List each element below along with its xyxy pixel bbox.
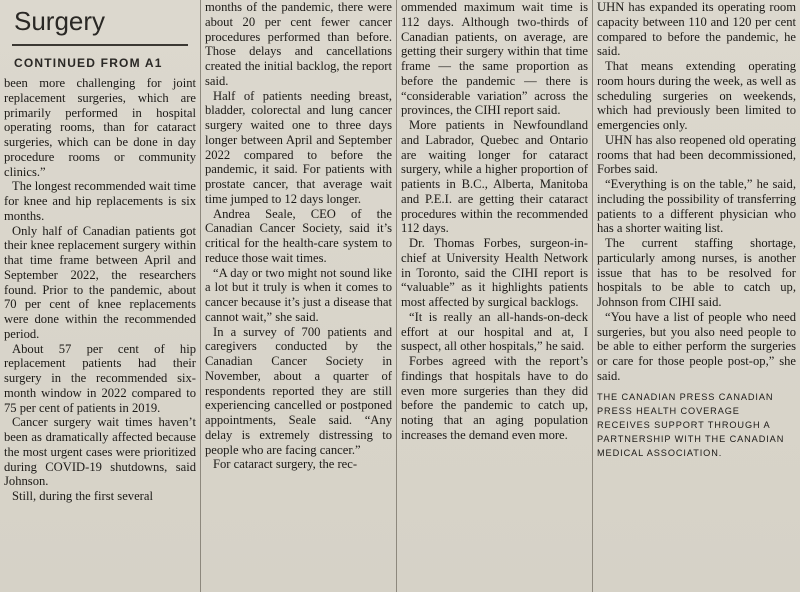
paragraph: Forbes agreed with the report’s findings that hospitals have to do even more surgeries than they did before the pandemic to catch up, noting that an aging population increases the demand even more. [401, 354, 588, 442]
paragraph: More patients in Newfoundland and Labrador, Quebec and Ontario are waiting longer for cataract surgery, while a higher proportion of patients in B.C., Alberta, Manitoba and P.E.I. are getting their cataract procedures within the recommended 112 days. [401, 118, 588, 236]
paragraph: In a survey of 700 patients and caregivers conducted by the Canadian Cancer Society in November, about a quarter of respondents reported they are still experiencing cancelled or postponed appointments, Seale said. “Any delay is extremely distressing to people who are facing cancer.” [205, 324, 392, 457]
paragraph: “It is really an all-hands-on-deck effort at our hospital and at, I suspect, all other hospitals,” he said. [401, 309, 588, 354]
column-3 [396, 0, 592, 592]
paragraph: The current staffing shortage, particularly among nurses, is another issue that has to be resolved for hospitals to be able to catch up, Johnson from CIHI said. [597, 236, 796, 309]
paragraph: About 57 per cent of hip replacement patients had their surgery in the recommended six-month window in 2022 compared to 75 per cent of patients in 2019. [4, 341, 196, 415]
column-2 [200, 0, 396, 592]
paragraph: For cataract surgery, the rec- [213, 457, 358, 472]
paragraph: months of the pandemic, there were about 20 per cent fewer cancer procedures performed than before. Those delays and cancellations created the initial backlog, the report said. [205, 0, 392, 88]
section-title: Surgery [14, 6, 106, 36]
paragraph: Half of patients needing breast, bladder, colorectal and lung cancer surgery waited one to three days longer between April and September 2022 compared to before the pandemic, it said. For patients with prostate cancer, that average wait time jumped to 12 days longer. [205, 88, 392, 206]
paragraph: “Everything is on the table,” he said, including the possibility of transferring patients to a different physician who has a shorter waiting list. [597, 177, 796, 236]
paragraph: Only half of Canadian patients got their knee replacement surgery within that time frame between April and September 2022, the researchers found. Prior to the pandemic, about 70 per cent of knee replacements were done within the recommended period. [4, 223, 196, 341]
paragraph: Cancer surgery wait times haven’t been as dramatically affected because the most urgent cases were prioritized during COVID-19 shutdowns, said Johnson. [4, 415, 196, 489]
paragraph: Dr. Thomas Forbes, surgeon-in-chief at University Health Network in Toronto, said the CIHI report is “valuable” as it highlights patients most affected by surgical backlogs. [401, 236, 588, 309]
paragraph: Still, during the first several [12, 489, 153, 503]
column-4 [592, 0, 800, 592]
continued-from-label: CONTINUED FROM A1 [14, 56, 163, 70]
paragraph: UHN has also reopened old operating rooms that had been decommissioned, Forbes said. [597, 132, 796, 177]
section-rule [12, 44, 188, 46]
paragraph: been more challenging for joint replacement surgeries, which are primarily performed in hospital operating rooms, than for cataract surgeries, which can be done in day procedure rooms or community clinics.” [4, 76, 196, 179]
paragraph: ommended maximum wait time is 112 days. Although two-thirds of Canadian patients, on average, are getting their surgery within that time frame — the same proportion as before the pandemic — there is “considerable variation” across the provinces, the CIHI report said. [401, 0, 588, 118]
paragraph: “A day or two might not sound like a lot but it truly is when it comes to cancer because it’s just a disease that cannot wait,” she said. [205, 265, 392, 324]
credit-note: THE CANADIAN PRESS CANADIAN PRESS HEALTH COVERAGE RECEIVES SUPPORT THROUGH A PARTNERSHIP WITH THE CANADIAN MEDICAL ASSOCIATION. [597, 391, 785, 458]
paragraph: The longest recommended wait time for knee and hip replacements is six months. [4, 179, 196, 223]
paragraph: “You have a list of people who need surgeries, but you also need people to be able to either perform the surgeries or care for those people post-op,” she said. [597, 309, 796, 383]
paragraph: UHN has expanded its operating room capacity between 110 and 120 per cent compared to before the pandemic, he said. [597, 0, 796, 59]
paragraph: That means extending operating room hours during the week, as well as scheduling surgeries on weekends, which had previously been limited to emergencies only. [597, 59, 796, 132]
column-1 [0, 0, 200, 592]
paragraph: Andrea Seale, CEO of the Canadian Cancer Society, said it’s critical for the health-care system to reduce those wait times. [205, 206, 392, 265]
